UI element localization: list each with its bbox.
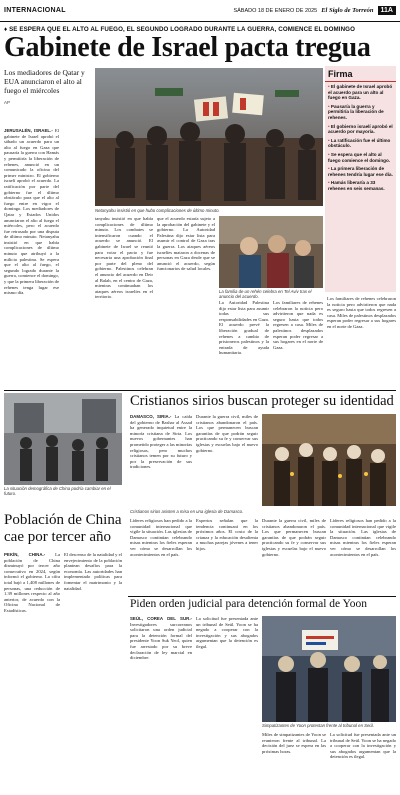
lead-col2-text: tanyahu insistió en que había complicaciones de último minuto. Los combates se intensificaron cuando el acuerdo se anunció. El gabinete de Israel se reunió para votar el pacto y fue necesaria una aprobación final por parte del pleno del gobierno. Palestinos celebran el anuncio del acuerdo en Deir al Balah, en el centro de Gaza, mientras continuaban los ataques aéreos israelíes en el territorio. xyxy=(95,216,153,300)
syria-col3-text: Líderes religiosos han pedido a la comunidad internacional que vigile la situación. Las iglesias de Damasco continúan celebrando misas mientras los fieles esperan ver cómo se desarrollan los acontecimientos en el país. xyxy=(130,518,192,557)
china-col1-text: La población de China disminuyó por tercer año consecutivo en 2024, según informó el gobierno. La cifra total bajó a 1,408 millones de personas, una reducción de 1.39 millones respecto al año anterior, de acuerdo con la Oficina Nacional de Estadísticas. xyxy=(4,552,60,613)
lead-dateline: JERUSALÉN, ISRAEL.- xyxy=(4,128,53,133)
sidebar-item: • La ratificación fue el último obstáculo. xyxy=(328,138,393,149)
lead-column-3 xyxy=(157,216,215,386)
lead-headline: Gabinete de Israel pacta tregua xyxy=(4,32,371,63)
sidebar-list xyxy=(325,82,396,197)
street-photo xyxy=(4,393,122,485)
yoon-col3-text: Miles de simpatizantes de Yoon se reunieron frente al tribunal. La decisión del juez se espera en las próximas horas. xyxy=(262,732,326,754)
lead-col4-text: La Autoridad Palestina dijo estar lista para asumir todas sus responsabilidades en Gaza. El acuerdo prevé la liberación gradual de rehenes a cambio de prisioneros palestinos y la entrada de ayuda humanitaria. xyxy=(219,300,269,356)
sidebar-title: Firma xyxy=(325,66,396,82)
yoon-column-3 xyxy=(262,732,326,792)
sidebar-item: • La primera liberación de rehenes tendría lugar ese día. xyxy=(328,166,393,177)
syria-column-2 xyxy=(196,414,258,510)
lead-col3-text: que el acuerdo estaría sujeto a la aprobación del gabinete y el gobierno. La Autoridad Palestina dijo estar lista para asumir el control de Gaza tras la guerra. Los ataques aéreos israelíes mataron a docenas de personas en Gaza desde que se anunció el acuerdo, según funcionarios de salud locales. xyxy=(157,216,215,272)
lead-deck xyxy=(4,68,92,108)
syria-col1-extra: Durante la guerra civil, miles de cristianos abandonaron el país. Los que permanecen buscan garantías de que podrán seguir practicando su fe y conservar sus iglesias y escuelas bajo el nuevo gobierno. xyxy=(262,518,326,557)
church-photo xyxy=(262,414,396,506)
sidebar-item: • El gabinete de Israel aprobó el acuerdo para un alto al fuego en Gaza. xyxy=(328,84,393,101)
china-headline: Población de China cae por tercer año xyxy=(4,512,122,545)
sidebar-item: • Se espera que el alto al fuego comience el domingo. xyxy=(328,152,393,163)
family-photo xyxy=(219,216,323,288)
syria-column-4 xyxy=(196,518,258,592)
yoon-photo-caption: Simpatizantes de Yoon protestan frente al tribunal en Seúl. xyxy=(262,723,374,728)
sidebar-item: • El gobierno israelí aprobó el acuerdo por mayoría. xyxy=(328,124,393,135)
yoon-dateline: SEÚL, COREA DEL SUR.- xyxy=(130,616,192,621)
syria-dateline: DAMASCO, SIRIA.- xyxy=(130,414,172,419)
lead-column-4 xyxy=(219,300,269,386)
crowd-photo xyxy=(95,68,323,206)
lead-col5-text: Los familiares de rehenes celebraron la noticia pero advirtieron que nada es seguro hasta que todos regresen a casa. Miles de palestinos desplazados esperan poder regresar a sus hogares en el norte de Gaza. xyxy=(273,300,323,350)
china-dateline: PEKÍN, CHINA.- xyxy=(4,552,46,557)
masthead xyxy=(0,0,400,22)
yoon-col1-text: Investigadores surcoreanos solicitaron una orden judicial para la detención formal del presidente Yoon Suk Yeol, quien fue arrestado por su breve declaración de ley marcial en diciembre. xyxy=(130,621,192,661)
issue-date: SÁBADO 18 DE ENERO DE 2025 xyxy=(233,7,318,14)
syria-headline: Cristianos sirios buscan proteger su identidad xyxy=(130,393,394,409)
sidebar-item: • Pausaría la guerra y permitiría la liberación de rehenes. xyxy=(328,104,393,121)
section-divider-1 xyxy=(4,390,396,391)
lead-photo-caption: Netanyahu insistió en que hubo complicaciones de último minuto. xyxy=(95,208,220,213)
lead-col1-text: El gabinete de Israel aprobó el sábado un acuerdo para un alto al fuego en Gaza que pausaría la guerra con Hamás y permitiría la liberación de rehenes, anunció en un comunicado la oficina del primer ministro. El gobierno israelí aprobó el acuerdo. La ratificación por parte del gobierno fue el último obstáculo para que el alto al fuego entre en vigor el domingo. Los mediadores de Qatar y Estados Unidos anunciaron el alto al fuego el miércoles, pero el acuerdo fue retrasado por una disputa de último minuto. Netanyahu insistió en que había complicaciones de último minuto que atribuyó a la milicia palestina. Se espera que el alto al fuego, el segundo logrado durante la guerra, comience el domingo, y que la primera liberación de rehenes tenga lugar ese mismo día. xyxy=(4,128,59,296)
syria-col1-text: La caída del gobierno de Bashar al Assad ha generado inquietud entre la minoría cristiana de Siria. Los nuevos gobernantes han prometido proteger a las minorías religiosas, pero muchos cristianos temen por su futuro y por la preservación de sus tradiciones. xyxy=(130,414,192,470)
lead-column-2 xyxy=(95,216,153,386)
section-divider-2 xyxy=(128,596,396,597)
syria-column-5 xyxy=(262,518,326,592)
yoon-column-1 xyxy=(130,616,192,792)
firma-sidebar xyxy=(325,66,396,292)
china-col2-text: El descenso de la natalidad y el envejecimiento de la población plantean desafíos para la economía. Las autoridades han implementado políticas para fomentar el matrimonio y la natalidad. xyxy=(64,552,122,591)
yoon-col4-text: La solicitud fue presentada ante un tribunal de Seúl. Yoon se ha negado a cooperar con la investigación y sus abogados argumentan que la detención es ilegal. xyxy=(330,732,396,760)
paper-name: El Siglo de Torreón xyxy=(321,7,374,14)
lead-column-5 xyxy=(273,300,323,386)
syria-col2-text: Durante la guerra civil, miles de cristianos abandonaron el país. Los que permanecen buscan garantías de que podrán seguir practicando su fe y conservar sus iglesias y escuelas bajo el nuevo gobierno. xyxy=(196,414,258,453)
section-name: INTERNACIONAL xyxy=(4,7,66,14)
sidebar-continued xyxy=(327,296,396,386)
yoon-column-2 xyxy=(196,616,258,792)
sidebar-item: • Hamás liberaría a 33 rehenes en seis semanas. xyxy=(328,180,393,191)
syria-photo-caption: Cristianos sirios asisten a misa en una iglesia de Damasco. xyxy=(130,509,244,514)
hostage-family-photo xyxy=(219,216,323,288)
china-column-1 xyxy=(4,552,60,790)
yoon-column-4 xyxy=(330,732,396,792)
lead-photo xyxy=(95,68,323,206)
hostage-photo-caption: La familia de un rehén celebra en Tel Aviv tras el anuncio del acuerdo. xyxy=(219,289,312,299)
sidebar-continued-text: Los familiares de rehenes celebraron la noticia pero advirtieron que nada es seguro hasta que todos regresen a casa. Miles de palestinos desplazados esperan poder regresar a sus hogares en el norte de Gaza. xyxy=(327,296,396,329)
syria-column-3 xyxy=(130,518,192,592)
lead-byline: AP xyxy=(4,100,11,105)
lead-deck-text: Los mediadores de Qatar y EUA anunciaron el alto al fuego el miércoles xyxy=(4,68,85,95)
lead-column-1 xyxy=(4,128,59,386)
page-number: 11A xyxy=(378,6,396,15)
syria-photo xyxy=(262,414,396,506)
yoon-col2-text: La solicitud fue presentada ante un tribunal de Seúl. Yoon se ha negado a cooperar con la investigación y sus abogados argumentan que la detención es ilegal. xyxy=(196,616,258,649)
china-photo-caption: La situación demográfica de China podría cambiar en el futuro. xyxy=(4,486,111,496)
yoon-headline: Piden orden judicial para detención formal de Yoon xyxy=(130,598,367,610)
syria-col3-extra: Líderes religiosos han pedido a la comunidad internacional que vigile la situación. Las iglesias de Damasco continúan celebrando misas mientras los fieles esperan ver cómo se desarrollan los acontecimientos en el país. xyxy=(330,518,396,557)
china-col3-text: Expertos señalan que la tendencia continuará en los próximos años. El costo de la crianza y la educación desalienta a muchas parejas jóvenes a tener hijos. xyxy=(196,518,258,551)
china-column-2 xyxy=(64,552,122,790)
syria-column-1 xyxy=(130,414,192,510)
yoon-photo xyxy=(262,616,396,722)
syria-column-6 xyxy=(330,518,396,592)
china-photo xyxy=(4,393,122,485)
lead-kicker: ♦ SE ESPERA QUE EL ALTO AL FUEGO, EL SEGUNDO LOGRADO DURANTE LA GUERRA, COMIENCE EL DOMINGO xyxy=(4,26,355,33)
protest-photo xyxy=(262,616,396,722)
